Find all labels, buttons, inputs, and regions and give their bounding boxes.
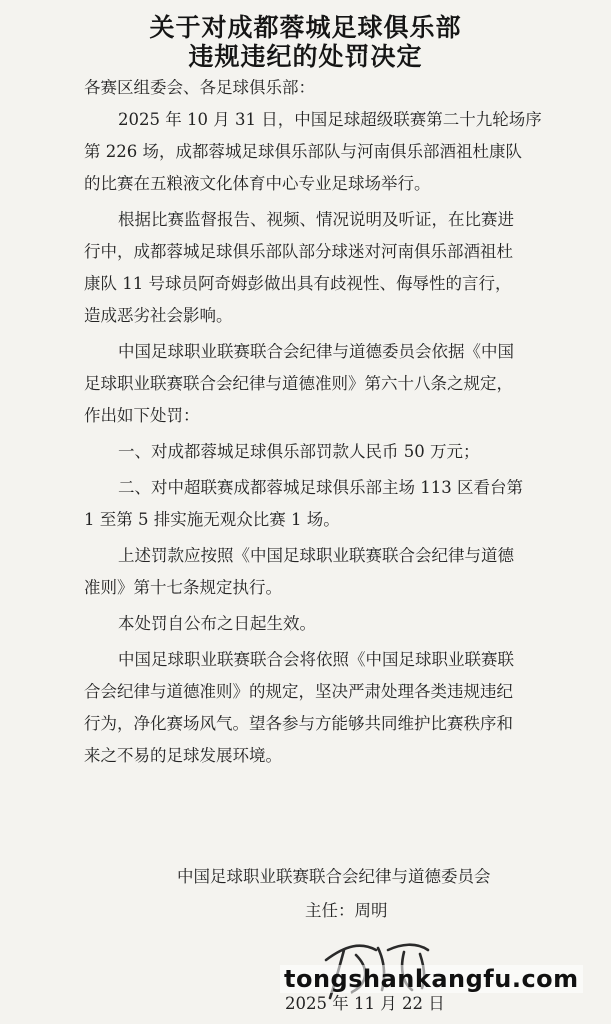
body-line: 行中，成都蓉城足球俱乐部队部分球迷对河南俱乐部酒祖杜 — [84, 242, 513, 261]
body-line: 合会纪律与道德准则》的规定，坚决严肃处理各类违规违纪 — [84, 682, 513, 701]
body-line: 第 226 场，成都蓉城足球俱乐部队与河南俱乐部酒祖杜康队 — [84, 142, 522, 161]
body-line: 准则》第十七条规定执行。 — [84, 578, 282, 597]
watermark-text: tongshankangfu.com — [280, 965, 583, 993]
body-line: 上述罚款应按照《中国足球职业联赛联合会纪律与道德 — [118, 546, 514, 565]
body-line: 康队 11 号球员阿奇姆彭做出具有歧视性、侮辱性的言行， — [84, 274, 512, 293]
document-date: 2025 年 11 月 22 日 — [285, 994, 445, 1013]
body-line: 1 至第 5 排实施无观众比赛 1 场。 — [84, 510, 340, 529]
body-line: 根据比赛监督报告、视频、情况说明及听证，在比赛进 — [118, 210, 514, 229]
penalty-item-2: 二、对中超联赛成都蓉城足球俱乐部主场 113 区看台第 — [118, 478, 523, 497]
body-line: 作出如下处罚： — [84, 406, 200, 425]
salutation: 各赛区组委会、各足球俱乐部： — [84, 78, 315, 97]
penalty-item-1: 一、对成都蓉城足球俱乐部罚款人民币 50 万元； — [118, 442, 480, 461]
body-line: 中国足球职业联赛联合会纪律与道德委员会依据《中国 — [118, 342, 514, 361]
body-line: 来之不易的足球发展环境。 — [84, 746, 282, 765]
body-line: 造成恶劣社会影响。 — [84, 306, 233, 325]
body-line: 2025 年 10 月 31 日，中国足球超级联赛第二十九轮场序 — [118, 110, 542, 129]
issuing-organization: 中国足球职业联赛联合会纪律与道德委员会 — [177, 867, 491, 886]
body-line: 行为，净化赛场风气。望各参与方能够共同维护比赛秩序和 — [84, 714, 513, 733]
document-title-line-1: 关于对成都蓉城足球俱乐部 — [149, 13, 462, 42]
body-line: 足球职业联赛联合会纪律与道德准则》第六十八条之规定， — [84, 374, 513, 393]
director-name: 主任：周明 — [305, 901, 388, 920]
effective-statement: 本处罚自公布之日起生效。 — [118, 614, 316, 633]
body-line: 中国足球职业联赛联合会将依照《中国足球职业联赛联 — [118, 650, 514, 669]
document-title-line-2: 违规违纪的处罚决定 — [188, 42, 423, 71]
body-line: 的比赛在五粮液文化体育中心专业足球场举行。 — [84, 174, 431, 193]
